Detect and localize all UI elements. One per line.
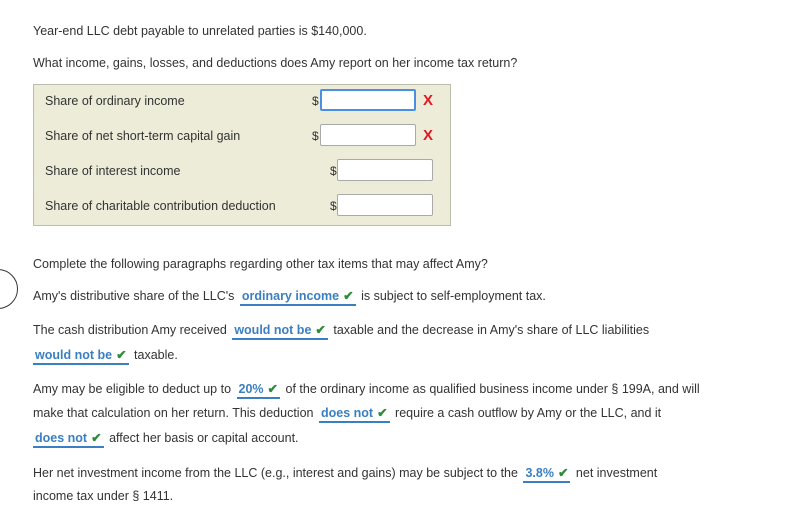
text-segment: net investment — [575, 466, 658, 480]
paragraph-qbi-line1 — [33, 381, 700, 399]
row-label-interest-income: Share of interest income — [45, 164, 181, 178]
dropdown-value: would not be — [35, 348, 113, 362]
debt-statement: Year-end LLC debt payable to unrelated parties is $140,000. — [33, 24, 367, 38]
ordinary-income-input[interactable] — [320, 89, 416, 111]
row-label-ordinary-income: Share of ordinary income — [45, 94, 185, 108]
correct-check-icon: ✔ — [343, 289, 354, 303]
correct-check-icon: ✔ — [116, 348, 127, 362]
progress-circle-indicator — [0, 269, 18, 309]
correct-check-icon: ✔ — [557, 466, 569, 480]
paragraph-cash-distribution-line2 — [33, 347, 178, 365]
income-report-table — [33, 84, 451, 226]
paragraph-niit-line1 — [33, 465, 657, 483]
currency-symbol: $ — [312, 129, 319, 143]
correct-check-icon: ✔ — [377, 406, 388, 420]
dropdown-value: would not be — [234, 323, 312, 337]
qbi-percent-dropdown[interactable] — [237, 381, 281, 399]
currency-symbol: $ — [312, 94, 319, 108]
paragraph-qbi-line2 — [33, 405, 661, 423]
table-row — [34, 190, 450, 225]
table-row — [34, 120, 450, 155]
basis-effect-dropdown[interactable] — [33, 430, 104, 448]
incorrect-x-icon: X — [423, 127, 434, 144]
incorrect-x-icon: X — [423, 92, 434, 109]
text-segment: taxable. — [134, 348, 178, 362]
ordinary-income-dropdown[interactable] — [240, 288, 356, 306]
currency-symbol: $ — [330, 164, 337, 178]
cash-outflow-dropdown[interactable] — [319, 405, 390, 423]
text-segment: affect her basis or capital account. — [109, 431, 299, 445]
dropdown-value: does not — [35, 431, 88, 445]
text-segment: taxable and the decrease in Amy's share of LLC liabilities — [333, 323, 650, 337]
correct-check-icon: ✔ — [267, 382, 279, 396]
interest-income-input[interactable] — [337, 159, 433, 181]
currency-symbol: $ — [330, 199, 337, 213]
text-segment: Amy may be eligible to deduct up to — [33, 382, 232, 396]
text-segment: require a cash outflow by Amy or the LLC, and it — [395, 406, 662, 420]
text-segment: make that calculation on her return. This deduction — [33, 406, 314, 420]
dropdown-value: ordinary income — [241, 289, 340, 303]
text-segment: Amy's distributive share of the LLC's — [33, 289, 235, 303]
niit-rate-dropdown[interactable] — [523, 465, 570, 483]
dropdown-value: 20% — [238, 382, 264, 396]
short-term-gain-input[interactable] — [320, 124, 416, 146]
text-segment: The cash distribution Amy received — [33, 323, 227, 337]
liabilities-decrease-dropdown[interactable] — [33, 347, 129, 365]
paragraph-qbi-line3 — [33, 430, 299, 448]
text-segment: Her net investment income from the LLC (e.g., interest and gains) may be subject to the — [33, 466, 518, 480]
table-row — [34, 155, 450, 190]
question-text: What income, gains, losses, and deductions does Amy report on her income tax return? — [33, 56, 518, 70]
text-segment: is subject to self-employment tax. — [361, 289, 546, 303]
correct-check-icon: ✔ — [315, 323, 326, 337]
row-label-charitable-deduction: Share of charitable contribution deduction — [45, 199, 276, 213]
row-label-short-term-gain: Share of net short-term capital gain — [45, 129, 241, 143]
table-row — [34, 85, 450, 120]
paragraph-self-employment — [33, 288, 546, 306]
paragraph-cash-distribution-line1 — [33, 322, 649, 340]
cash-distribution-dropdown[interactable] — [232, 322, 328, 340]
dropdown-value: 3.8% — [525, 466, 554, 480]
paragraph-niit-line2: income tax under § 1411. — [33, 489, 174, 503]
paragraphs-heading: Complete the following paragraphs regarding other tax items that may affect Amy? — [33, 257, 488, 271]
charitable-deduction-input[interactable] — [337, 194, 433, 216]
correct-check-icon: ✔ — [91, 431, 102, 445]
text-segment: of the ordinary income as qualified business income under § 199A, and will — [285, 382, 700, 396]
dropdown-value: does not — [320, 406, 374, 420]
